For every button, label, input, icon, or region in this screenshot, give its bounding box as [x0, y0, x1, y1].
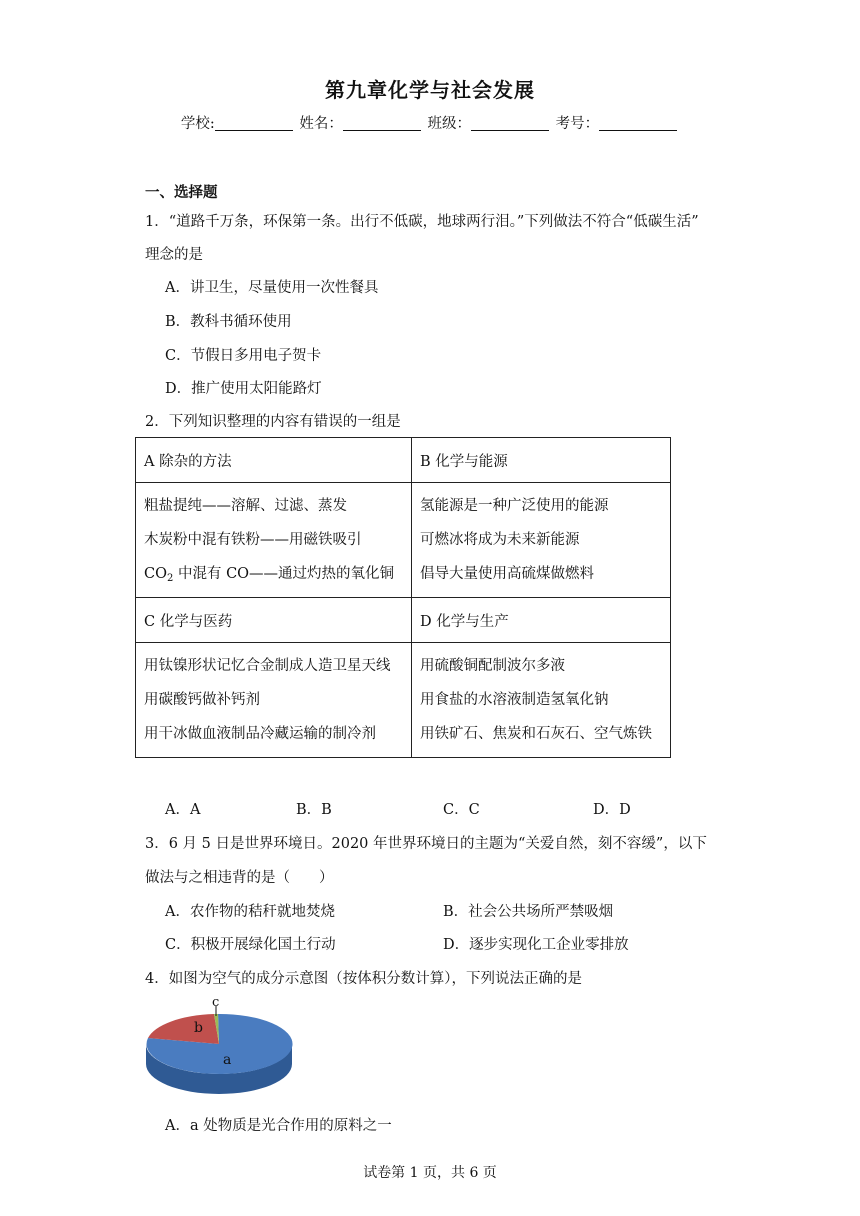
q1-option-c: C．节假日多用电子贺卡 [165, 348, 322, 364]
knowledge-table [135, 437, 671, 758]
name-blank[interactable] [343, 116, 421, 131]
table-c-line1: 用钛镍形状记忆合金制成人造卫星天线 [144, 658, 391, 674]
table-b-line2: 可燃冰将成为未来新能源 [420, 532, 580, 548]
student-info-line [0, 112, 860, 133]
table-d-line2: 用食盐的水溶液制造氢氧化钠 [420, 692, 609, 708]
table-c-line3: 用干冰做血液制品冷藏运输的制冷剂 [144, 726, 376, 742]
q2-stem: 2．下列知识整理的内容有错误的一组是 [145, 414, 401, 430]
school-blank[interactable] [215, 116, 293, 131]
label-c: c [212, 995, 220, 1010]
table-c-line2: 用碳酸钙做补钙剂 [144, 692, 260, 708]
q1-stem-line2: 理念的是 [145, 247, 203, 263]
table-a-line2: 木炭粉中混有铁粉——用磁铁吸引 [144, 532, 362, 548]
q1-option-b: B．教科书循环使用 [165, 314, 292, 330]
table-head-d: D 化学与生产 [412, 598, 671, 643]
table-head-c: C 化学与医药 [136, 598, 412, 643]
q3-stem-line2: 做法与之相违背的是（ ） [145, 870, 334, 886]
page-title: 第九章化学与社会发展 [325, 78, 535, 102]
table-cell-b [412, 483, 671, 598]
school-label: 学校: [180, 116, 215, 132]
table-head-b: B 化学与能源 [412, 438, 671, 483]
q3-option-a: A．农作物的秸秆就地焚烧 [165, 904, 335, 920]
q3-option-d: D．逐步实现化工企业零排放 [443, 937, 629, 953]
q4-option-a: A．a 处物质是光合作用的原料之一 [165, 1118, 392, 1134]
table-a-line3-rest: 中混有 CO——通过灼热的氧化铜 [173, 566, 395, 582]
table-d-line1: 用硫酸铜配制波尔多液 [420, 658, 565, 674]
page-footer: 试卷第 1 页，共 6 页 [363, 1165, 497, 1181]
q2-option-b: B．B [296, 802, 332, 818]
exam-number-blank[interactable] [599, 116, 677, 131]
co2-subscript: 2 [166, 573, 174, 584]
label-b: b [194, 1020, 203, 1036]
q2-option-c: C．C [443, 802, 480, 818]
table-cell-c [136, 643, 412, 758]
q4-stem: 4．如图为空气的成分示意图（按体积分数计算），下列说法正确的是 [145, 971, 582, 987]
q1-option-d: D．推广使用太阳能路灯 [165, 381, 322, 397]
q3-option-c: C．积极开展绿化国土行动 [165, 937, 336, 953]
table-b-line3: 倡导大量使用高硫煤做燃料 [420, 566, 594, 582]
label-a: a [223, 1052, 232, 1068]
q1-option-a: A．讲卫生，尽量使用一次性餐具 [165, 280, 379, 296]
co2-formula: CO [144, 566, 167, 582]
q2-option-d: D．D [593, 802, 631, 818]
table-head-a: A 除杂的方法 [136, 438, 412, 483]
q3-stem-line1: 3．6 月 5 日是世界环境日。2020 年世界环境日的主题为“关爱自然，刻不容缓”，以下 [145, 836, 707, 852]
q2-option-a: A．A [165, 802, 201, 818]
table-cell-a [136, 483, 412, 598]
table-d-line3: 用铁矿石、焦炭和石灰石、空气炼铁 [420, 726, 652, 742]
table-cell-d [412, 643, 671, 758]
table-a-line3 [144, 557, 403, 591]
section-heading: 一、选择题 [145, 184, 218, 201]
air-composition-pie-chart [144, 992, 294, 1102]
exam-number-label: 考号： [555, 116, 600, 132]
table-b-line1: 氢能源是一种广泛使用的能源 [420, 498, 609, 514]
table-a-line1: 粗盐提纯——溶解、过滤、蒸发 [144, 498, 347, 514]
name-label: 姓名： [299, 116, 343, 132]
class-label: 班级： [427, 116, 471, 132]
q1-stem-line1: 1．“道路千万条，环保第一条。出行不低碳，地球两行泪。”下列做法不符合“低碳生活” [145, 214, 699, 230]
class-blank[interactable] [471, 116, 549, 131]
q3-option-b: B．社会公共场所严禁吸烟 [443, 904, 614, 920]
